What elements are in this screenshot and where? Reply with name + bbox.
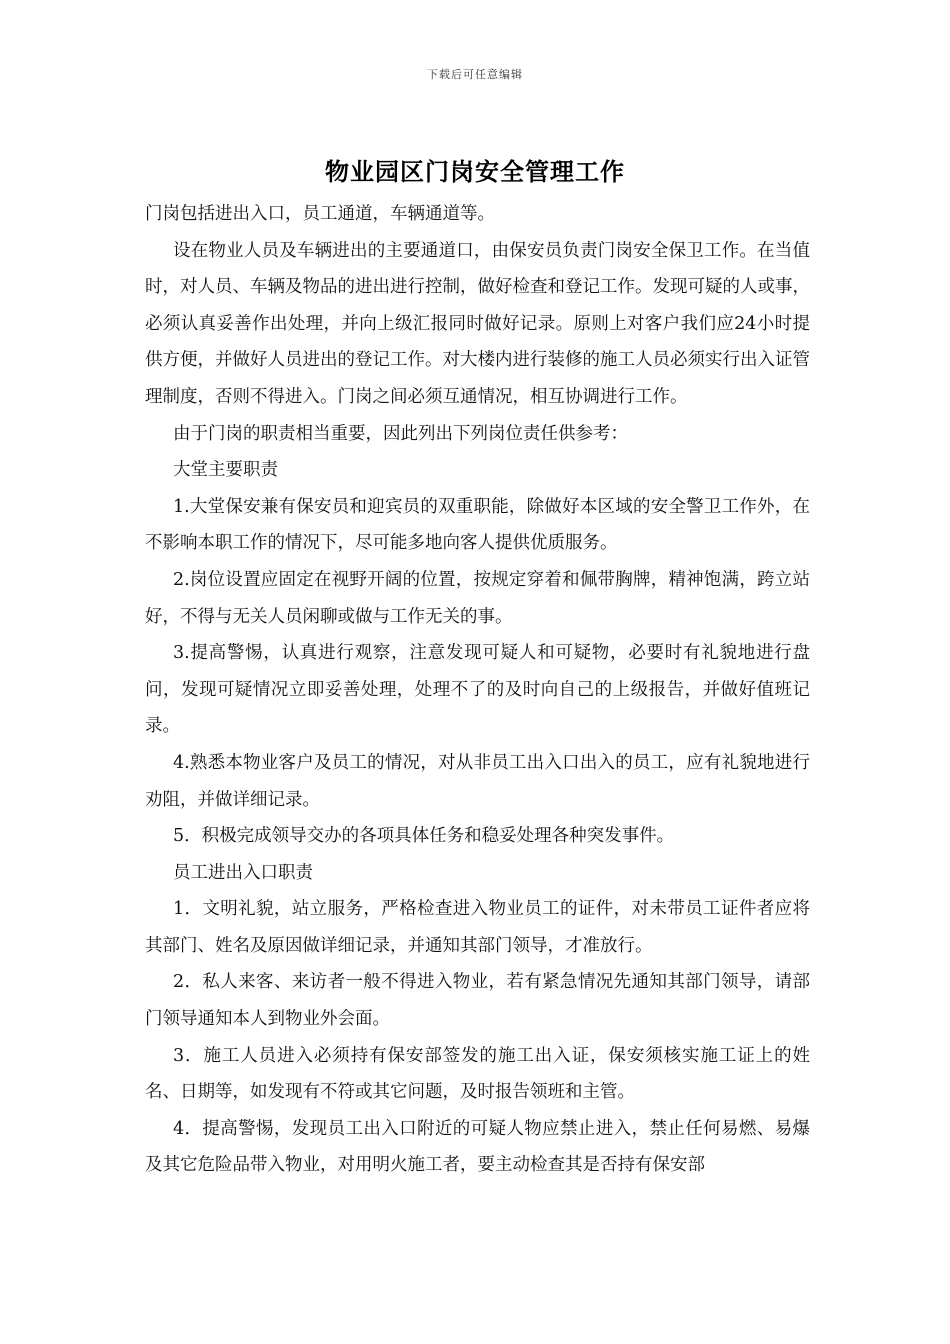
list-item: 3．施工人员进入必须持有保安部签发的施工出入证，保安须核实施工证上的姓名、日期等，如发现有不符或其它问题，及时报告领班和主管。	[145, 1045, 810, 1103]
section-heading-staff: 员工进出入口职责	[173, 862, 313, 883]
list-item: 5．积极完成领导交办的各项具体任务和稳妥处理各种突发事件。	[173, 826, 675, 847]
header-note: 下载后可任意编辑	[427, 68, 523, 81]
list-item: 1．文明礼貌，站立服务，严格检查进入物业员工的证件，对未带员工证件者应将其部门、姓名及原因做详细记录，并通知其部门领导，才准放行。	[145, 899, 810, 956]
paragraph-intro: 门岗包括进出入口，员工通道，车辆通道等。	[145, 204, 495, 224]
list-item: 4．提高警惕，发现员工出入口附近的可疑人物应禁止进入，禁止任何易燃、易爆及其它危险品带入物业，对用明火施工者，要主动检查其是否持有保安部	[145, 1118, 810, 1176]
paragraph-reference: 由于门岗的职责相当重要，因此列出下列岗位责任供参考：	[173, 423, 628, 444]
list-item: 2.岗位设置应固定在视野开阔的位置，按规定穿着和佩带胸牌，精神饱满，跨立站好，不得与无关人员闲聊或做与工作无关的事。	[145, 569, 810, 627]
section-heading-lobby: 大堂主要职责	[173, 460, 278, 481]
page-title: 物业园区门岗安全管理工作	[325, 157, 625, 186]
paragraph-gate-duty: 设在物业人员及车辆进出的主要通道口，由保安员负责门岗安全保卫工作。在当值时，对人员、车辆及物品的进出进行控制，做好检查和登记工作。发现可疑的人或事，必须认真妥善作出处理，并向上级汇报同时做好记录。原则上对客户我们应24小时提供方便，并做好人员进出的登记工作。对大楼内进行装修的施工人员必须实行出入证管理制度，否则不得进入。门岗之间必须互通情况，相互协调进行工作。	[145, 240, 810, 407]
list-item: 3.提高警惕，认真进行观察，注意发现可疑人和可疑物，必要时有礼貌地进行盘问，发现可疑情况立即妥善处理，处理不了的及时向自己的上级报告，并做好值班记录。	[145, 643, 810, 737]
list-item: 4.熟悉本物业客户及员工的情况，对从非员工出入口出入的员工，应有礼貌地进行劝阻，并做详细记录。	[145, 752, 810, 810]
list-item: 2．私人来客、来访者一般不得进入物业，若有紧急情况先通知其部门领导，请部门领导通知本人到物业外会面。	[145, 972, 810, 1030]
document-body	[145, 196, 810, 1184]
list-item: 1.大堂保安兼有保安员和迎宾员的双重职能，除做好本区域的安全警卫工作外，在不影响本职工作的情况下，尽可能多地向客人提供优质服务。	[145, 496, 810, 554]
